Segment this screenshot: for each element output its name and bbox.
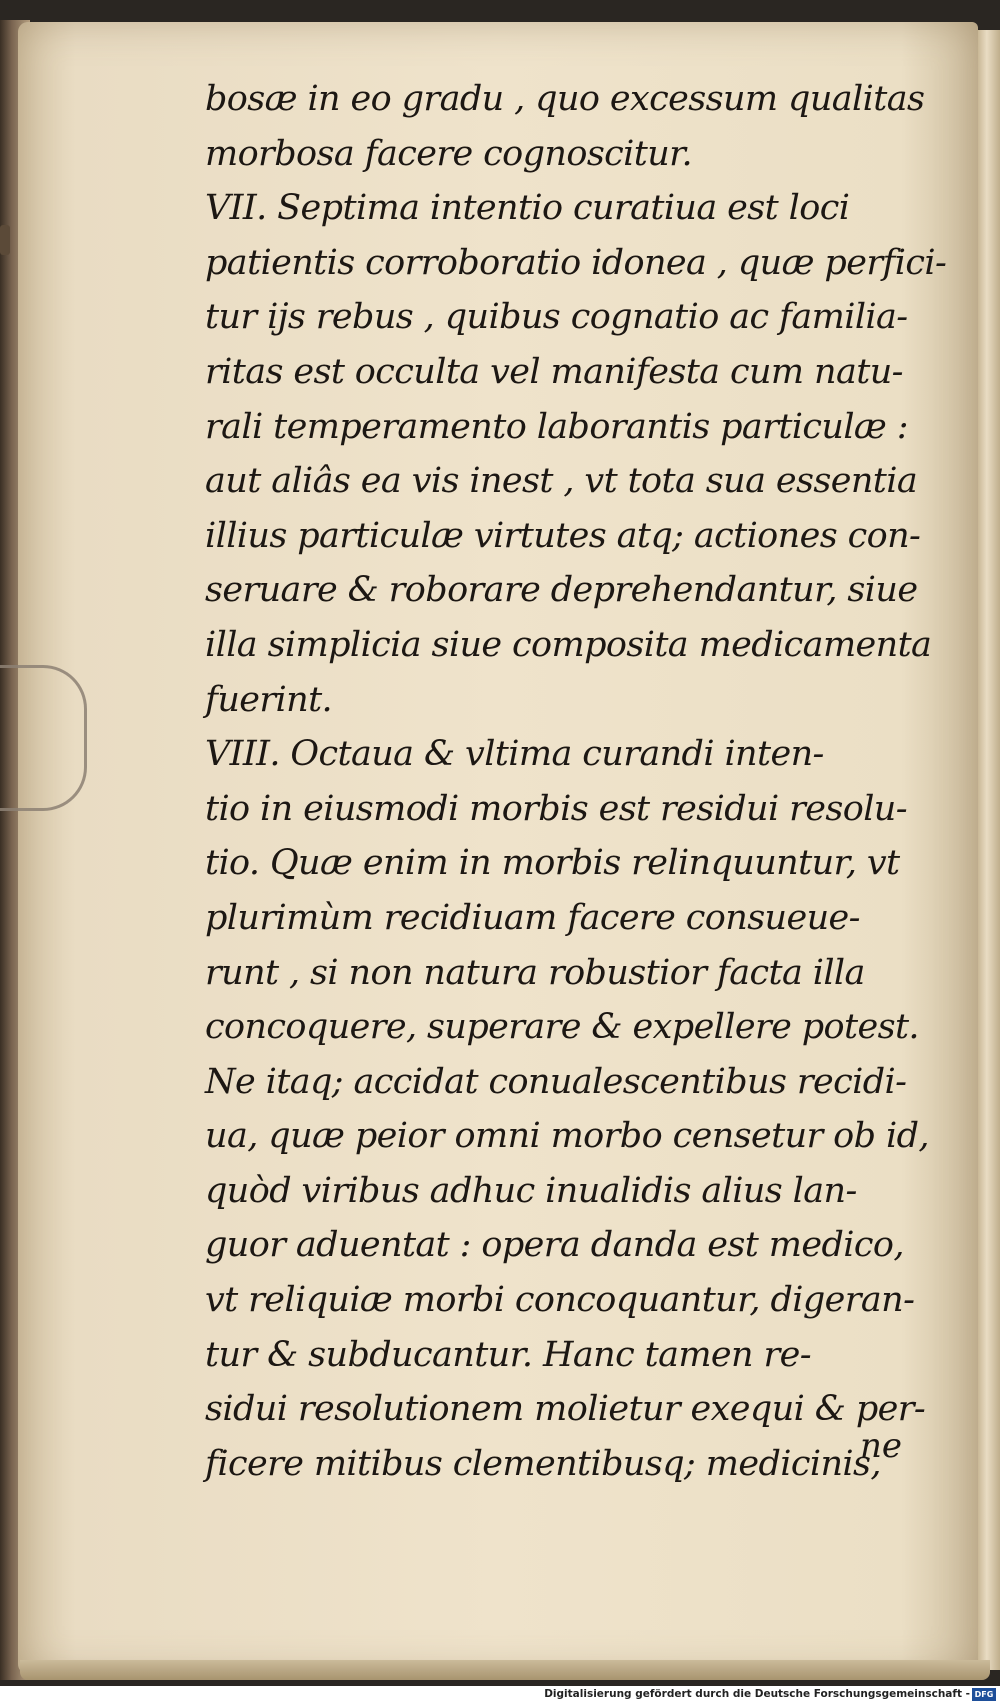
text-line: ritas est occulta vel manifesta cum natu- [205, 351, 903, 392]
text-line: runt , si non natura robustior facta illa [205, 952, 865, 993]
text-line: patientis corroboratio idonea , quæ perfici- [205, 242, 947, 283]
text-line: tur ijs rebus , quibus cognatio ac familia- [205, 297, 908, 338]
text-line: VII. Septima intentio curatiua est loci [205, 188, 850, 229]
text-line: plurimùm recidiuam facere consueue- [205, 897, 860, 938]
page-clip [0, 665, 87, 811]
text-line: guor aduentat : opera danda est medico, [205, 1225, 904, 1266]
text-line: seruare & roborare deprehendantur, siue [205, 570, 918, 611]
digitization-credit: Digitalisierung gefördert durch die Deutsche Forschungsgemeinschaft - [544, 1688, 970, 1700]
text-line: ficere mitibus clementibusq; medicinis, [205, 1443, 881, 1484]
text-line: tio. Quæ enim in morbis relinquuntur, vt [205, 843, 900, 884]
text-line: illius particulæ virtutes atq; actiones con- [205, 515, 921, 556]
text-line: illa simplicia siue composita medicamenta [205, 624, 932, 665]
text-line: rali temperamento laborantis particulæ : [205, 406, 908, 447]
text-line: bosæ in eo gradu , quo excessum qualitas [205, 79, 925, 119]
dfg-logo: DFG [972, 1688, 996, 1701]
text-line: fuerint. [205, 679, 333, 720]
text-line: vt reliquiæ morbi concoquantur, digeran- [205, 1280, 915, 1321]
text-line: VIII. Octaua & vltima curandi inten- [205, 734, 824, 775]
text-line: sidui resolutionem molietur exequi & per- [205, 1389, 926, 1430]
body-text [205, 72, 947, 1491]
catchword: ne [860, 1426, 903, 1466]
text-line: ua, quæ peior omni morbo censetur ob id, [205, 1116, 929, 1157]
page-bottom-edge [20, 1660, 990, 1680]
text-line: tur & subducantur. Hanc tamen re- [205, 1334, 811, 1375]
text-line: aut aliâs ea vis inest , vt tota sua essentia [205, 461, 918, 502]
text-line: morbosa facere cognoscitur. [205, 133, 692, 174]
text-line: Ne itaq; accidat conualescentibus recidi- [205, 1061, 907, 1102]
text-line: tio in eiusmodi morbis est residui resolu- [205, 788, 907, 829]
text-line: concoquere, superare & expellere potest. [205, 1007, 919, 1048]
page-right-edge [978, 30, 1000, 1670]
bookmark-tab [0, 225, 10, 255]
text-line: quòd viribus adhuc inualidis alius lan- [205, 1170, 857, 1211]
